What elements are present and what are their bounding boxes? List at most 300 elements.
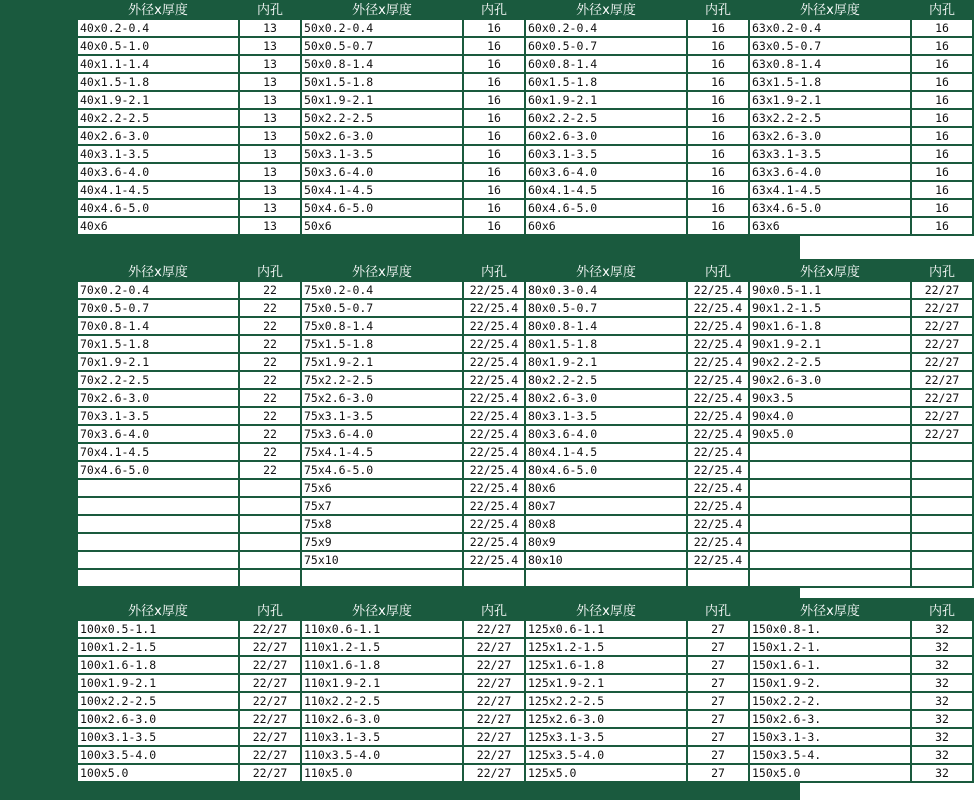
size-cell: 150x2.2-2. bbox=[750, 693, 910, 709]
table-row bbox=[78, 426, 972, 442]
bore-column-header: 内孔 bbox=[688, 600, 748, 619]
bore-cell: 22/27 bbox=[240, 675, 300, 691]
table-row bbox=[78, 765, 972, 781]
table-row bbox=[78, 711, 972, 727]
size-cell bbox=[526, 570, 686, 586]
table-row bbox=[78, 534, 972, 550]
spec-table-block-1 bbox=[76, 0, 974, 236]
size-cell bbox=[750, 534, 910, 550]
bore-cell: 13 bbox=[240, 92, 300, 108]
bore-column-header: 内孔 bbox=[240, 261, 300, 280]
bore-cell: 16 bbox=[464, 182, 524, 198]
bore-cell: 13 bbox=[240, 164, 300, 180]
size-cell: 150x1.2-1. bbox=[750, 639, 910, 655]
size-cell bbox=[750, 516, 910, 532]
size-cell: 80x10 bbox=[526, 552, 686, 568]
size-column-header: 外径x厚度 bbox=[526, 0, 686, 18]
size-cell: 100x3.1-3.5 bbox=[78, 729, 238, 745]
size-cell: 75x3.1-3.5 bbox=[302, 408, 462, 424]
size-cell: 60x3.6-4.0 bbox=[526, 164, 686, 180]
bore-cell: 22/25.4 bbox=[464, 300, 524, 316]
size-cell: 70x2.6-3.0 bbox=[78, 390, 238, 406]
size-cell: 40x4.1-4.5 bbox=[78, 182, 238, 198]
bore-cell: 16 bbox=[688, 38, 748, 54]
bore-cell: 16 bbox=[688, 74, 748, 90]
size-cell: 50x0.8-1.4 bbox=[302, 56, 462, 72]
size-cell: 90x0.5-1.1 bbox=[750, 282, 910, 298]
bore-cell: 22/25.4 bbox=[688, 534, 748, 550]
bore-cell: 22/27 bbox=[912, 336, 972, 352]
size-cell bbox=[750, 570, 910, 586]
bore-cell: 27 bbox=[688, 621, 748, 637]
size-cell: 80x2.6-3.0 bbox=[526, 390, 686, 406]
size-cell: 150x1.6-1. bbox=[750, 657, 910, 673]
size-cell: 63x4.1-4.5 bbox=[750, 182, 910, 198]
size-cell bbox=[78, 480, 238, 496]
bore-cell: 22/25.4 bbox=[464, 408, 524, 424]
bore-cell: 16 bbox=[912, 146, 972, 162]
size-cell: 50x1.5-1.8 bbox=[302, 74, 462, 90]
bore-cell: 22 bbox=[240, 318, 300, 334]
bore-cell: 22/25.4 bbox=[464, 390, 524, 406]
size-cell: 80x4.6-5.0 bbox=[526, 462, 686, 478]
bore-cell: 22/27 bbox=[240, 729, 300, 745]
bore-cell: 22/25.4 bbox=[464, 498, 524, 514]
bore-column-header: 内孔 bbox=[464, 261, 524, 280]
size-cell: 70x4.1-4.5 bbox=[78, 444, 238, 460]
bore-cell bbox=[912, 498, 972, 514]
bore-cell: 16 bbox=[688, 128, 748, 144]
table-row bbox=[78, 300, 972, 316]
table-row bbox=[78, 693, 972, 709]
bore-cell: 16 bbox=[912, 92, 972, 108]
table-row bbox=[78, 282, 972, 298]
size-cell: 110x1.2-1.5 bbox=[302, 639, 462, 655]
bore-cell: 22/27 bbox=[464, 729, 524, 745]
bore-cell: 27 bbox=[688, 765, 748, 781]
size-cell: 60x4.6-5.0 bbox=[526, 200, 686, 216]
size-cell: 80x8 bbox=[526, 516, 686, 532]
size-cell bbox=[78, 552, 238, 568]
size-cell: 60x4.1-4.5 bbox=[526, 182, 686, 198]
bore-cell: 13 bbox=[240, 200, 300, 216]
size-cell: 50x3.1-3.5 bbox=[302, 146, 462, 162]
bore-cell: 16 bbox=[464, 38, 524, 54]
bore-cell bbox=[464, 570, 524, 586]
bore-cell: 22/25.4 bbox=[464, 534, 524, 550]
size-cell: 60x0.2-0.4 bbox=[526, 20, 686, 36]
size-cell: 75x2.6-3.0 bbox=[302, 390, 462, 406]
size-cell: 40x1.5-1.8 bbox=[78, 74, 238, 90]
table-row bbox=[78, 164, 972, 180]
size-cell: 80x0.3-0.4 bbox=[526, 282, 686, 298]
table-row bbox=[78, 74, 972, 90]
size-cell: 50x3.6-4.0 bbox=[302, 164, 462, 180]
size-cell: 75x0.8-1.4 bbox=[302, 318, 462, 334]
bore-cell: 16 bbox=[464, 200, 524, 216]
bore-cell bbox=[240, 480, 300, 496]
bore-column-header: 内孔 bbox=[240, 0, 300, 18]
bore-cell: 32 bbox=[912, 639, 972, 655]
bore-cell: 16 bbox=[464, 56, 524, 72]
bore-cell: 22 bbox=[240, 426, 300, 442]
table-row bbox=[78, 20, 972, 36]
bore-cell: 16 bbox=[464, 146, 524, 162]
bore-cell: 22/25.4 bbox=[464, 462, 524, 478]
table-row bbox=[78, 729, 972, 745]
size-cell: 150x1.9-2. bbox=[750, 675, 910, 691]
size-column-header: 外径x厚度 bbox=[526, 261, 686, 280]
bore-cell: 16 bbox=[912, 38, 972, 54]
bore-column-header: 内孔 bbox=[912, 600, 972, 619]
bore-cell bbox=[240, 552, 300, 568]
size-column-header: 外径x厚度 bbox=[302, 0, 462, 18]
size-cell: 50x2.2-2.5 bbox=[302, 110, 462, 126]
size-cell: 63x3.6-4.0 bbox=[750, 164, 910, 180]
bore-cell: 32 bbox=[912, 765, 972, 781]
size-cell: 63x0.8-1.4 bbox=[750, 56, 910, 72]
bore-cell: 22/25.4 bbox=[464, 516, 524, 532]
bore-cell: 16 bbox=[912, 200, 972, 216]
table-row bbox=[78, 747, 972, 763]
size-cell: 150x3.1-3. bbox=[750, 729, 910, 745]
size-cell: 80x0.8-1.4 bbox=[526, 318, 686, 334]
table-row bbox=[78, 218, 972, 234]
bore-cell: 16 bbox=[688, 20, 748, 36]
bore-cell: 13 bbox=[240, 38, 300, 54]
bore-cell: 16 bbox=[464, 164, 524, 180]
bore-cell: 27 bbox=[688, 729, 748, 745]
size-cell: 100x3.5-4.0 bbox=[78, 747, 238, 763]
size-cell bbox=[750, 552, 910, 568]
size-cell: 75x10 bbox=[302, 552, 462, 568]
size-cell: 80x1.9-2.1 bbox=[526, 354, 686, 370]
bore-column-header: 内孔 bbox=[912, 261, 972, 280]
size-cell: 90x4.0 bbox=[750, 408, 910, 424]
bore-cell: 16 bbox=[912, 74, 972, 90]
bore-cell: 22/25.4 bbox=[464, 552, 524, 568]
bore-cell: 22/25.4 bbox=[688, 372, 748, 388]
size-cell: 70x1.5-1.8 bbox=[78, 336, 238, 352]
bore-cell: 22/27 bbox=[912, 408, 972, 424]
size-cell: 125x3.5-4.0 bbox=[526, 747, 686, 763]
size-cell: 60x2.6-3.0 bbox=[526, 128, 686, 144]
table-row bbox=[78, 444, 972, 460]
bore-cell: 13 bbox=[240, 74, 300, 90]
size-cell: 125x1.9-2.1 bbox=[526, 675, 686, 691]
size-cell: 40x0.5-1.0 bbox=[78, 38, 238, 54]
bore-cell: 16 bbox=[912, 110, 972, 126]
size-cell: 63x2.6-3.0 bbox=[750, 128, 910, 144]
bore-cell: 27 bbox=[688, 675, 748, 691]
size-cell: 75x7 bbox=[302, 498, 462, 514]
bore-cell: 32 bbox=[912, 621, 972, 637]
size-cell: 125x2.2-2.5 bbox=[526, 693, 686, 709]
size-cell bbox=[750, 462, 910, 478]
size-cell: 60x6 bbox=[526, 218, 686, 234]
size-cell: 75x4.1-4.5 bbox=[302, 444, 462, 460]
size-cell: 110x0.6-1.1 bbox=[302, 621, 462, 637]
size-cell: 110x1.6-1.8 bbox=[302, 657, 462, 673]
table-row bbox=[78, 621, 972, 637]
size-cell: 75x3.6-4.0 bbox=[302, 426, 462, 442]
size-cell: 70x2.2-2.5 bbox=[78, 372, 238, 388]
size-cell bbox=[78, 534, 238, 550]
bore-cell: 13 bbox=[240, 56, 300, 72]
bore-cell bbox=[912, 534, 972, 550]
bore-cell: 27 bbox=[688, 657, 748, 673]
table-row bbox=[78, 408, 972, 424]
size-cell: 150x5.0 bbox=[750, 765, 910, 781]
bore-column-header: 内孔 bbox=[464, 0, 524, 18]
size-cell: 40x6 bbox=[78, 218, 238, 234]
bore-cell: 22/25.4 bbox=[464, 480, 524, 496]
size-column-header: 外径x厚度 bbox=[750, 600, 910, 619]
bore-cell: 22/25.4 bbox=[688, 480, 748, 496]
bore-cell: 16 bbox=[464, 110, 524, 126]
size-cell bbox=[750, 498, 910, 514]
bore-cell: 22/25.4 bbox=[688, 408, 748, 424]
size-cell: 125x1.6-1.8 bbox=[526, 657, 686, 673]
bore-cell: 16 bbox=[688, 56, 748, 72]
bore-cell: 22/27 bbox=[240, 711, 300, 727]
bore-cell: 22 bbox=[240, 408, 300, 424]
size-cell: 80x9 bbox=[526, 534, 686, 550]
size-cell: 150x2.6-3. bbox=[750, 711, 910, 727]
bore-cell: 22/25.4 bbox=[688, 498, 748, 514]
bore-cell: 13 bbox=[240, 146, 300, 162]
size-column-header: 外径x厚度 bbox=[750, 0, 910, 18]
bore-cell: 16 bbox=[688, 182, 748, 198]
table-row bbox=[78, 182, 972, 198]
bore-cell bbox=[240, 534, 300, 550]
size-cell: 63x1.5-1.8 bbox=[750, 74, 910, 90]
size-cell bbox=[750, 444, 910, 460]
bore-cell: 32 bbox=[912, 693, 972, 709]
bore-cell: 16 bbox=[464, 20, 524, 36]
bore-cell: 22/27 bbox=[912, 354, 972, 370]
size-cell: 125x5.0 bbox=[526, 765, 686, 781]
spec-table-block-2 bbox=[76, 259, 974, 588]
bore-cell: 22/27 bbox=[912, 372, 972, 388]
size-cell: 75x8 bbox=[302, 516, 462, 532]
size-cell: 70x0.5-0.7 bbox=[78, 300, 238, 316]
size-cell: 110x2.6-3.0 bbox=[302, 711, 462, 727]
bore-cell: 27 bbox=[688, 711, 748, 727]
bore-cell: 16 bbox=[688, 164, 748, 180]
bore-cell: 13 bbox=[240, 128, 300, 144]
bore-cell: 16 bbox=[464, 128, 524, 144]
size-cell: 50x4.6-5.0 bbox=[302, 200, 462, 216]
size-cell: 125x3.1-3.5 bbox=[526, 729, 686, 745]
bore-cell: 22 bbox=[240, 354, 300, 370]
bore-cell: 22/27 bbox=[464, 621, 524, 637]
bore-cell: 22/25.4 bbox=[688, 390, 748, 406]
size-cell: 75x0.5-0.7 bbox=[302, 300, 462, 316]
bore-cell: 22/25.4 bbox=[688, 444, 748, 460]
bore-cell: 22/27 bbox=[240, 621, 300, 637]
size-cell: 63x3.1-3.5 bbox=[750, 146, 910, 162]
bore-cell bbox=[240, 498, 300, 514]
size-cell: 80x3.6-4.0 bbox=[526, 426, 686, 442]
header-row bbox=[78, 0, 972, 18]
size-cell: 125x0.6-1.1 bbox=[526, 621, 686, 637]
size-cell: 125x1.2-1.5 bbox=[526, 639, 686, 655]
bore-column-header: 内孔 bbox=[912, 0, 972, 18]
bore-cell: 22/25.4 bbox=[688, 462, 748, 478]
size-cell: 75x6 bbox=[302, 480, 462, 496]
size-cell bbox=[302, 570, 462, 586]
bore-cell: 32 bbox=[912, 711, 972, 727]
bore-cell: 16 bbox=[464, 74, 524, 90]
bore-cell: 27 bbox=[688, 693, 748, 709]
table-row bbox=[78, 462, 972, 478]
bore-cell: 22 bbox=[240, 336, 300, 352]
size-cell: 70x3.6-4.0 bbox=[78, 426, 238, 442]
bore-cell: 22/25.4 bbox=[688, 516, 748, 532]
size-cell bbox=[78, 516, 238, 532]
size-cell: 50x0.2-0.4 bbox=[302, 20, 462, 36]
bore-cell: 22/25.4 bbox=[688, 552, 748, 568]
size-cell: 90x2.6-3.0 bbox=[750, 372, 910, 388]
bore-cell: 22/27 bbox=[912, 318, 972, 334]
table-row bbox=[78, 570, 972, 586]
bore-column-header: 内孔 bbox=[688, 261, 748, 280]
bore-cell: 16 bbox=[912, 218, 972, 234]
bore-cell: 16 bbox=[688, 200, 748, 216]
size-cell: 70x1.9-2.1 bbox=[78, 354, 238, 370]
bore-cell: 22/27 bbox=[240, 657, 300, 673]
size-cell: 60x1.5-1.8 bbox=[526, 74, 686, 90]
size-cell: 40x3.1-3.5 bbox=[78, 146, 238, 162]
size-cell: 75x1.5-1.8 bbox=[302, 336, 462, 352]
bore-cell: 22/27 bbox=[240, 765, 300, 781]
size-cell: 63x0.5-0.7 bbox=[750, 38, 910, 54]
bore-cell: 22/27 bbox=[240, 639, 300, 655]
bore-cell: 22/27 bbox=[464, 675, 524, 691]
size-cell: 75x2.2-2.5 bbox=[302, 372, 462, 388]
bore-cell: 16 bbox=[688, 146, 748, 162]
bore-cell: 22/25.4 bbox=[464, 372, 524, 388]
bore-cell: 13 bbox=[240, 20, 300, 36]
bore-cell: 22/25.4 bbox=[688, 426, 748, 442]
size-cell bbox=[78, 570, 238, 586]
size-cell: 75x1.9-2.1 bbox=[302, 354, 462, 370]
size-cell: 40x1.9-2.1 bbox=[78, 92, 238, 108]
bore-cell: 32 bbox=[912, 747, 972, 763]
size-cell: 100x2.2-2.5 bbox=[78, 693, 238, 709]
size-cell: 40x2.6-3.0 bbox=[78, 128, 238, 144]
table-row bbox=[78, 498, 972, 514]
bore-cell: 22/25.4 bbox=[464, 354, 524, 370]
bore-cell: 22/27 bbox=[912, 282, 972, 298]
size-cell: 70x0.8-1.4 bbox=[78, 318, 238, 334]
bore-cell: 13 bbox=[240, 182, 300, 198]
size-cell: 100x1.2-1.5 bbox=[78, 639, 238, 655]
bore-cell: 22/25.4 bbox=[464, 282, 524, 298]
size-cell: 40x1.1-1.4 bbox=[78, 56, 238, 72]
size-cell: 40x0.2-0.4 bbox=[78, 20, 238, 36]
size-cell: 80x4.1-4.5 bbox=[526, 444, 686, 460]
size-cell: 90x1.2-1.5 bbox=[750, 300, 910, 316]
size-cell: 60x0.8-1.4 bbox=[526, 56, 686, 72]
size-cell: 100x0.5-1.1 bbox=[78, 621, 238, 637]
size-cell: 125x2.6-3.0 bbox=[526, 711, 686, 727]
bore-cell bbox=[912, 480, 972, 496]
size-cell: 110x3.5-4.0 bbox=[302, 747, 462, 763]
size-cell: 80x7 bbox=[526, 498, 686, 514]
bore-cell: 22/27 bbox=[912, 426, 972, 442]
spec-table-block-3 bbox=[76, 598, 974, 783]
size-cell: 90x5.0 bbox=[750, 426, 910, 442]
size-cell: 60x0.5-0.7 bbox=[526, 38, 686, 54]
size-cell: 40x3.6-4.0 bbox=[78, 164, 238, 180]
table-row bbox=[78, 110, 972, 126]
bore-cell: 22/27 bbox=[464, 639, 524, 655]
table-row bbox=[78, 146, 972, 162]
table-row bbox=[78, 128, 972, 144]
bore-cell: 22/27 bbox=[464, 693, 524, 709]
bore-cell: 22 bbox=[240, 444, 300, 460]
table-row bbox=[78, 92, 972, 108]
header-row bbox=[78, 261, 972, 280]
bore-cell: 22 bbox=[240, 282, 300, 298]
bore-cell: 22/25.4 bbox=[688, 282, 748, 298]
bore-cell: 22/25.4 bbox=[464, 444, 524, 460]
table-row bbox=[78, 675, 972, 691]
bore-cell: 22/27 bbox=[464, 657, 524, 673]
bore-cell: 16 bbox=[912, 182, 972, 198]
bore-cell: 22/27 bbox=[240, 693, 300, 709]
size-cell: 150x3.5-4. bbox=[750, 747, 910, 763]
size-column-header: 外径x厚度 bbox=[78, 600, 238, 619]
bore-cell: 22/25.4 bbox=[688, 318, 748, 334]
bore-cell: 32 bbox=[912, 675, 972, 691]
bore-cell: 22/25.4 bbox=[688, 300, 748, 316]
size-cell: 40x2.2-2.5 bbox=[78, 110, 238, 126]
bore-cell: 22 bbox=[240, 390, 300, 406]
bore-cell: 16 bbox=[912, 128, 972, 144]
bore-cell: 13 bbox=[240, 218, 300, 234]
size-cell: 75x4.6-5.0 bbox=[302, 462, 462, 478]
bore-cell: 16 bbox=[688, 218, 748, 234]
table-row bbox=[78, 657, 972, 673]
bore-cell: 22/27 bbox=[912, 300, 972, 316]
bore-cell bbox=[912, 552, 972, 568]
size-cell: 50x1.9-2.1 bbox=[302, 92, 462, 108]
bore-cell bbox=[912, 444, 972, 460]
size-cell: 100x5.0 bbox=[78, 765, 238, 781]
size-cell: 60x2.2-2.5 bbox=[526, 110, 686, 126]
bore-cell: 22/27 bbox=[464, 765, 524, 781]
size-cell: 60x1.9-2.1 bbox=[526, 92, 686, 108]
table-row bbox=[78, 516, 972, 532]
bore-cell: 22/25.4 bbox=[688, 354, 748, 370]
table-row bbox=[78, 56, 972, 72]
size-cell: 100x1.9-2.1 bbox=[78, 675, 238, 691]
bore-cell bbox=[240, 516, 300, 532]
size-cell: 150x0.8-1. bbox=[750, 621, 910, 637]
table-row bbox=[78, 372, 972, 388]
bore-cell: 16 bbox=[912, 20, 972, 36]
header-row bbox=[78, 600, 972, 619]
size-column-header: 外径x厚度 bbox=[78, 0, 238, 18]
bore-cell: 22 bbox=[240, 462, 300, 478]
bore-cell: 16 bbox=[912, 56, 972, 72]
bore-cell: 16 bbox=[464, 218, 524, 234]
size-cell: 100x1.6-1.8 bbox=[78, 657, 238, 673]
table-row bbox=[78, 336, 972, 352]
